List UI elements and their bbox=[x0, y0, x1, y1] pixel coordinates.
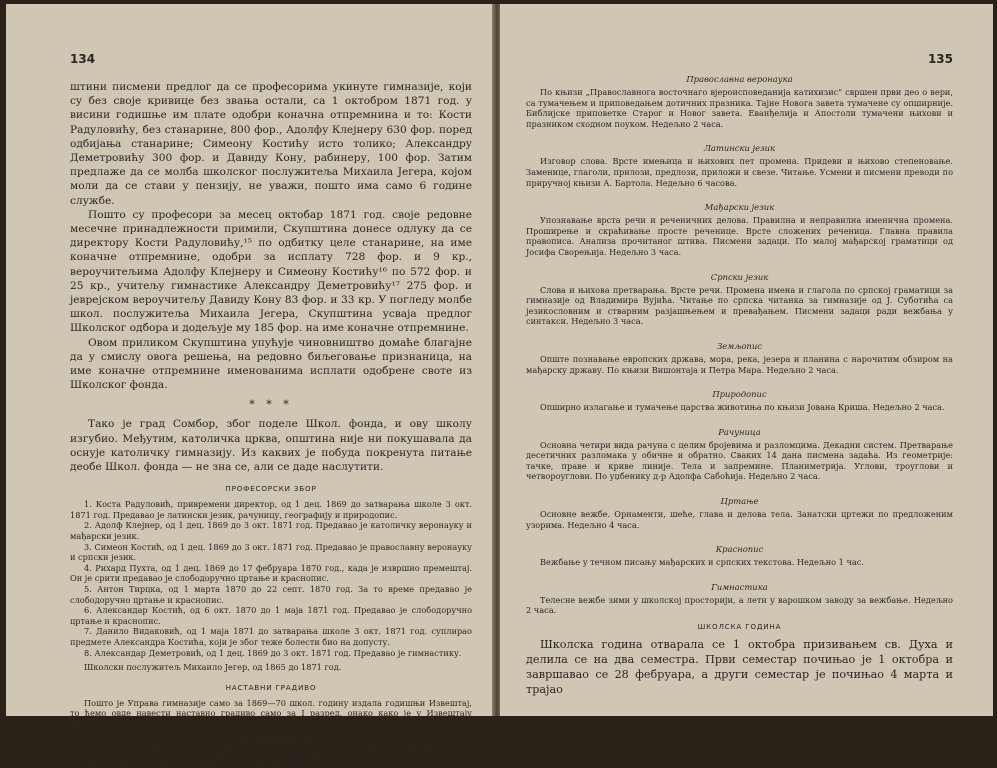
right-page bbox=[500, 4, 993, 716]
paragraph-3: Овом приликом Скупштина упућује чиновништво домаће благајне да у смислу овога решења, на редовно биљеговање признаница, на име коначне отпремнине именованима исплати одобрене своте из Школског фонда. bbox=[70, 336, 472, 392]
curriculum-intro: Пошто је Управа гимназије само за 1869—70 школ. годину издала годишњи Извештај, то ћемо овде навести наставно градиво само за I разред, онако како је у Извештају изложено. bbox=[70, 697, 472, 729]
subject-text: Опште познавање европских држава, мора, река, језера и планина с нарочитим обзиром на мађарску државу. По књизи Вишонтаја и Петра Мара. Недељно 2 часа. bbox=[526, 353, 953, 375]
faculty-item: 4. Рихард Пухта, од 1 дец. 1869 до 17 фебруара 1870 год., када је извршио премештај. Он је срити предавао је слободоручно цртање и краснопис. bbox=[70, 562, 472, 584]
subject-text: Вежбање у течном писању мађарских и српских текстова. Недељно 1 час. bbox=[540, 557, 864, 568]
subject-title: Гимнастика bbox=[711, 581, 768, 592]
faculty-heading: ПРОФЕСОРСКИ ЗБОР bbox=[225, 484, 317, 494]
page-number-right: 135 bbox=[927, 52, 953, 66]
paragraph-2: Пошто су професори за месец октобар 1871 год. своје редовне месечне принадлежности примили, Скупштина донесе одлуку да се директору Кости Радуловићу,¹⁵ по одбитку целе станарине, на име коначне отпремнине, одобри за исплату 728 фор. и 9 кр., вероучитељима Адолфу Клејнеру и Симеону Костићу¹⁶ по 572 фор. и 25 кр., учитељу гимнастике Александру Деметровићу¹⁷ 275 фор. и јеврејском вероучитељу Давиду Кону 83 фор. и 33 кр. У погледу молбе школ. послужитеља Михаила Јегера, Скупштина усваја предлог Школског одбора и додељује му 185 фор. на име коначне отпремнине. bbox=[70, 208, 472, 335]
subject-title: Краснопис bbox=[715, 544, 764, 555]
faculty-item: 6. Александар Костић, од 6 окт. 1870 до 1 маја 1871 год. Предавао је слободоручно цртање и краснопис. bbox=[70, 605, 472, 626]
subject-text: Опширно излагање и тумачење царства животиња по књизи Јована Криша. Недељно 2 часа. bbox=[540, 402, 945, 413]
paragraph-1: штини писмени предлог да се професорима укинуте гимназије, који су без своје кривице без звања остали, са 1 октобром 1871 год. у висини годишње им плате одобри коначна отпремнина и то: Кости Радуловићу, без станарине, 800 фор., Адолфу Клејнеру 630 фор. поред одбијања станарине; Симеону Костићу исто толико; Александру Деметровићу 300 фор. и Давиду Кону, рабинеру, 100 фор. Затим предлаже да се молба школског послужитеља Михаила Јегера, којом моли да се стави у пензију, не уважи, пошто има само 6 године службе. bbox=[70, 81, 472, 207]
faculty-item: 3. Симеон Костић, од 1 дец. 1869 до 3 окт. 1871 год. Предавао је православну веронауку и српски језик. bbox=[70, 541, 472, 563]
curriculum-heading: НАСТАВНИ ГРАДИВО bbox=[225, 682, 317, 692]
subject-title: Латински језик bbox=[703, 143, 776, 154]
school-year-text: Школска година отварала се 1 октобра призивањем св. Духа и делила се на два семестра. Први семестар почињао је 1 октобра и завршавао се 28 фебруара, а други семестар је почињао 4 марта и трајао bbox=[526, 638, 953, 697]
section-divider-stars: * * * bbox=[249, 398, 293, 412]
subject-text: Слова и њихова претварања. Врсте речи. Промена имена и глагола по српској граматици за гимназије од Владимира Вујића. Читање по српска читанка за гимназије од Ј. Суботића са језикословним и стварним разјашњењем и превађањем. Писмени задаци ради вежбања у синтакси. Недељно 3 часа. bbox=[526, 284, 953, 327]
subject-title: Земљопис bbox=[717, 340, 762, 351]
subject-title: Цртање bbox=[720, 496, 759, 507]
servant-note: Школски послужитељ Михаило Јегер, од 1865 до 1871 год. bbox=[84, 662, 342, 673]
subject-text: Изговор слова. Врсте имењица и њихових пет промена. Придеви и њихово степеновање. Заменице, глаголи, прилози, предлози, приложи и свезе. Читање. Усмени и писмени преводи по приручној књизи А. Бартола. Недељно 6 часова. bbox=[526, 156, 953, 188]
faculty-item: 2. Адолф Клејнер, од 1 дец. 1869 до 3 окт. 1871 год. Предавао је католичку веронауку и мађарски језик. bbox=[70, 520, 472, 542]
school-year-heading: ШКОЛСКА ГОДИНА bbox=[697, 622, 782, 632]
subject-text: Упознавање врста речи и реченичних делова. Правилна и неправилна именична промена. Проширење и скраћивање просте реченице. Врсте сложених реченица. Главна правила правописа. Анализа прочитаног штива. Писмени задаци. По малој мађарској граматици од Јосифа Сворењија. Недељно 3 часа. bbox=[526, 215, 953, 257]
subject-text: Основне вежбе. Орнаменти, шеће, глава и делова тела. Занатски цртежи по предложеним узорима. Недељно 4 часа. bbox=[526, 509, 953, 530]
subject-title: Природопис bbox=[712, 389, 767, 400]
subject-title: Православна веронаука bbox=[686, 74, 793, 84]
subject-title: Рачуница bbox=[718, 426, 761, 437]
faculty-item: 8. Александар Деметровић, од 1 дец. 1869 до 3 окт. 1871 год. Предавао је гимнастику. bbox=[84, 647, 462, 658]
subject-title: Српски језик bbox=[710, 271, 769, 282]
subject-title: Мађарски језик bbox=[704, 202, 775, 213]
page-number-left: 134 bbox=[70, 52, 96, 66]
faculty-item: 1. Коста Радуловић, привремени директор, од 1 дец. 1869 до затварања школе 3 окт. 1871 год. Предавао је латински језик, рачуницу, географију и природопис. bbox=[70, 499, 472, 520]
subject-text: Телесне вежбе зими у школској просторији, а лети у варошком заводу за вежбање. Недељно 2 часа. bbox=[526, 594, 953, 616]
faculty-item: 7. Данило Видаковић, од 1 маја 1871 до затварања школе 3 окт. 1871 год. суплирао предмете Александра Костића, који је због теже болести био на допусту. bbox=[70, 626, 472, 647]
subject-text: По књизи „Православнога восточнаго вјероисповеданија катихизис" свршен први део о вери, са тумачењем и приповедањем дотичних празника. Тајне Новога завета тумачене су опширније. Библијске приповетке Старог и Новог завета. Еванђелија и Апостоли тумачени њихови и празником сходном поуком. Недељно 2 часа. bbox=[526, 87, 953, 129]
paragraph-4: Тако је град Сомбор, због поделе Школ. фонда, и ову школу изгубио. Међутим, католичка црква, општина није ни покушавала да оснује католичку гимназију. Из каквих је побуда покренута питање деобе Школ. фонда — не зна се, али се даде наслутити. bbox=[70, 418, 472, 474]
left-page bbox=[6, 4, 494, 768]
catholic-subject-text: 12 чланова хришћанске католичке вере. Заповести божје. Средства милости. Све по јегарском средњем катихизису. Недељно 2 часа. bbox=[70, 746, 472, 768]
faculty-item: 5. Антон Тирцка, од 1 марта 1870 до 22 септ. 1870 год. За то време предавао је слободоручно цртање и краснопис. bbox=[70, 584, 472, 605]
catholic-subject-title: Католичка веронаука bbox=[220, 733, 322, 744]
subject-text: Основна четири вида рачуна с целим бројевима и разломцима. Декадни систем. Претварање десетичних разломака у обичне и обратно. Сваких 14 дана писмена задаћа. Из геометрије: тачке, праве и криве линије. Тела и запремине. Планиметрија. Углови, троуглови и четвороуглови. По уџбенику д-р Адолфа Сабоћија. Недељно 2 часа. bbox=[526, 439, 953, 482]
